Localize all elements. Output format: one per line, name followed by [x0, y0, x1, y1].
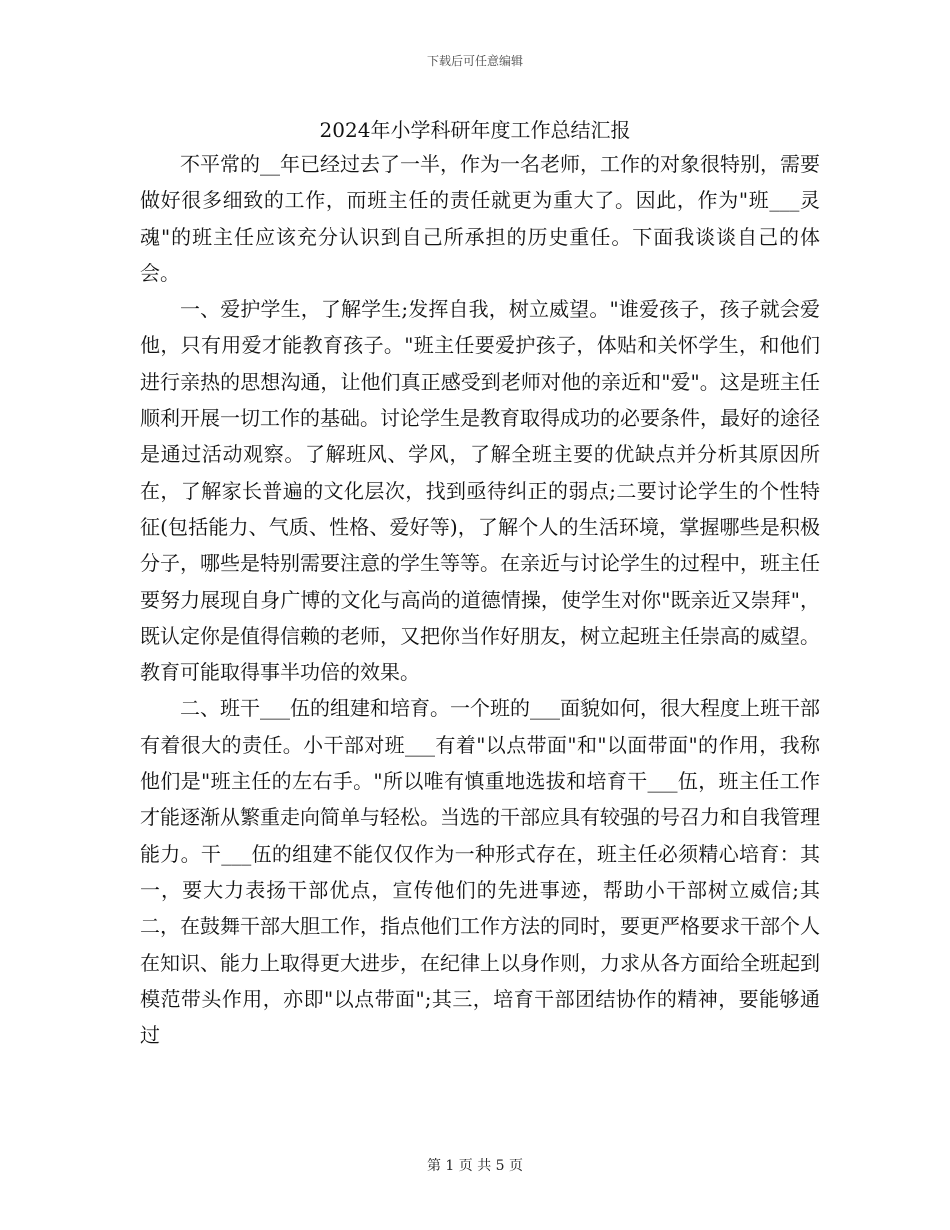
paragraph-intro: 不平常的__年已经过去了一半，作为一名老师，工作的对象很特别，需要做好很多细致的工作，而班主任的责任就更为重大了。因此，作为"班___灵魂"的班主任应该充分认识到自己所承担的历史重任。下面我谈谈自己的体会。	[140, 152, 820, 285]
paragraph-section-2: 二、班干___伍的组建和培育。一个班的___面貌如何，很大程度上班干部有着很大的责任。小干部对班___有着"以点带面"和"以面带面"的作用，我称他们是"班主任的左右手。"所以唯有慎重地选拔和培育干___伍，班主任工作才能逐渐从繁重走向简单与轻松。当选的干部应具有较强的号召力和自我管理能力。干___伍的组建不能仅仅作为一种形式存在，班主任必须精心培育：其一，要大力表扬干部优点，宣传他们的先进事迹，帮助小干部树立威信;其二，在鼓舞干部大胆工作，指点他们工作方法的同时，要更严格要求干部个人在知识、能力上取得更大进步，在纪律上以身作则，力求从各方面给全班起到模范带头作用，亦即"以点带面";其三，培育干部团结协作的精神，要能够通过	[140, 696, 820, 1048]
page-number: 第 1 页 共 5 页	[426, 1158, 524, 1174]
paragraph-section-1: 一、爱护学生，了解学生;发挥自我，树立威望。"谁爱孩子，孩子就会爱他，只有用爱才能教育孩子。"班主任要爱护孩子，体贴和关怀学生，和他们进行亲热的思想沟通，让他们真正感受到老师对他的亲近和"爱"。这是班主任顺利开展一切工作的基础。讨论学生是教育取得成功的必要条件，最好的途径是通过活动观察。了解班风、学风，了解全班主要的优缺点并分析其原因所在，了解家长普遍的文化层次，找到亟待纠正的弱点;二要讨论学生的个性特征(包括能力、气质、性格、爱好等)，了解个人的生活环境，掌握哪些是积极分子，哪些是特别需要注意的学生等等。在亲近与讨论学生的过程中，班主任要努力展现自身广博的文化与高尚的道德情操，使学生对你"既亲近又崇拜"，既认定你是值得信赖的老师，又把你当作好朋友，树立起班主任崇高的威望。教育可能取得事半功倍的效果。	[140, 297, 820, 685]
document-body	[140, 146, 820, 1053]
page-header-note: 下载后可任意编辑	[426, 54, 523, 68]
document-title: 2024年小学科研年度工作总结汇报	[319, 118, 631, 142]
